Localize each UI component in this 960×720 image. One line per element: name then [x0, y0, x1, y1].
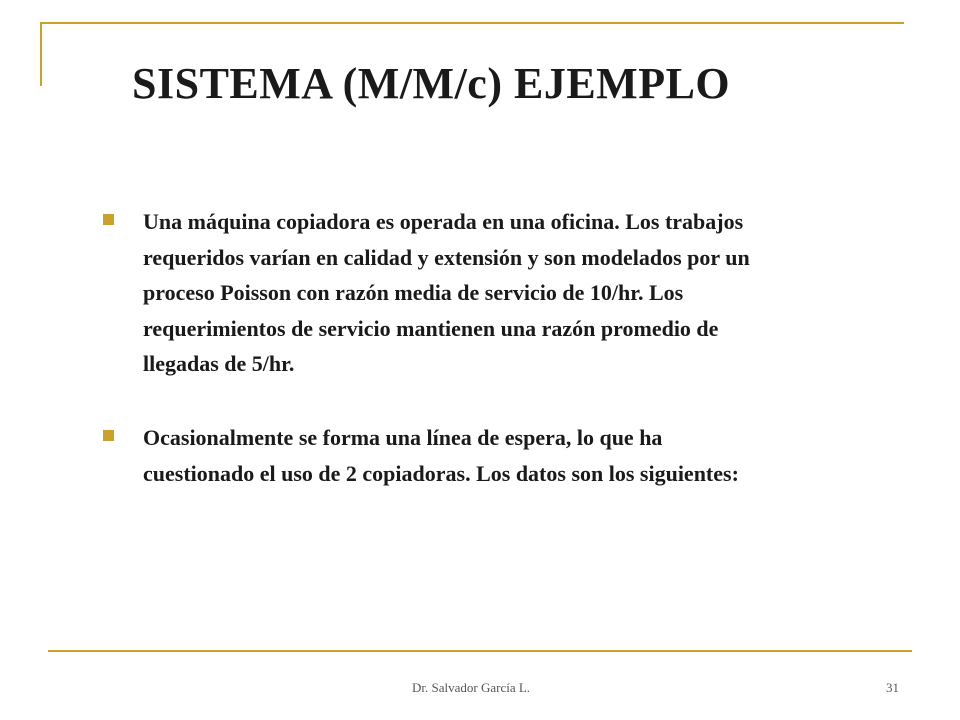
- bullet-line: Una máquina copiadora es operada en una oficina. Los trabajos: [143, 209, 744, 234]
- left-accent-line: [40, 22, 42, 86]
- bullet-text: [143, 420, 923, 491]
- square-bullet-icon: [103, 430, 114, 441]
- bullet-line: requerimientos de servicio mantienen una razón promedio de: [143, 315, 719, 341]
- bottom-divider-line: [48, 650, 912, 652]
- bullet-line: cuestionado el uso de 2 copiadoras. Los datos son los siguientes:: [143, 460, 739, 486]
- footer-author: Dr. Salvador García L.: [412, 680, 531, 695]
- slide-title: SISTEMA (M/M/c) EJEMPLO: [132, 59, 731, 108]
- bullet-line: proceso Poisson con razón media de servicio de 10/hr. Los: [143, 280, 684, 305]
- bullet-line: requeridos varían en calidad y extensión y son modelados por un: [143, 244, 750, 270]
- top-divider-line: [40, 22, 904, 24]
- bullet-text: [143, 204, 923, 382]
- bullet-line: Ocasionalmente se forma una línea de espera, lo que ha: [143, 425, 663, 450]
- page-number: 31: [886, 680, 899, 695]
- bullet-line: llegadas de 5/hr.: [143, 351, 295, 376]
- square-bullet-icon: [103, 214, 114, 225]
